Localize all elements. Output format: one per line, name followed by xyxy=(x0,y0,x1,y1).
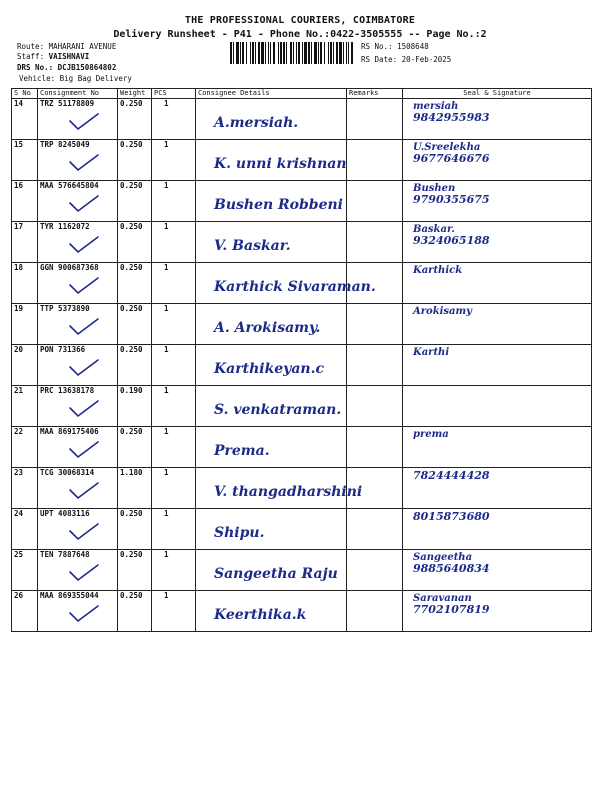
tick-mark-icon xyxy=(68,398,100,418)
remarks-cell xyxy=(347,550,403,591)
weight-cell: 0.250 xyxy=(118,99,152,140)
rs-no-value: 1508648 xyxy=(397,42,429,51)
seal-signature xyxy=(413,347,449,358)
rs-no-line xyxy=(361,43,429,51)
pcs-cell: 1 xyxy=(152,263,196,304)
consignment-cell: MAA 869175406 xyxy=(38,427,118,468)
route-value: MAHARANI AVENUE xyxy=(48,42,117,51)
staff-label: Staff: xyxy=(17,52,45,61)
seal-cell xyxy=(403,427,592,468)
pcs-cell: 1 xyxy=(152,468,196,509)
weight-cell: 0.250 xyxy=(118,591,152,632)
staff-value: VAISHNAVI xyxy=(48,52,90,61)
remarks-cell xyxy=(347,345,403,386)
sno-cell: 21 xyxy=(12,386,38,427)
consignee-cell xyxy=(196,99,347,140)
seal-cell xyxy=(403,591,592,632)
tick-mark-icon xyxy=(68,357,100,377)
table-row xyxy=(12,99,592,140)
signer-name: Baskar. xyxy=(413,224,455,235)
route-line xyxy=(17,43,116,51)
signer-name: prema xyxy=(413,429,449,440)
signer-phone: 9842955983 xyxy=(413,111,490,124)
drs-label: DRS No.: xyxy=(17,63,54,72)
seal-cell xyxy=(403,99,592,140)
seal-cell xyxy=(403,140,592,181)
sno-cell: 19 xyxy=(12,304,38,345)
sno-cell: 23 xyxy=(12,468,38,509)
pcs-cell: 1 xyxy=(152,181,196,222)
pcs-cell: 1 xyxy=(152,591,196,632)
sno-cell: 18 xyxy=(12,263,38,304)
consignment-cell: PRC 13638178 xyxy=(38,386,118,427)
consignment-cell: TRZ 51178809 xyxy=(38,99,118,140)
consignment-cell: MAA 576645804 xyxy=(38,181,118,222)
pcs-cell: 1 xyxy=(152,304,196,345)
consignee-cell xyxy=(196,222,347,263)
col-header-remarks: Remarks xyxy=(347,89,403,99)
consignee-signature-name: Bushen Robbeni xyxy=(214,197,343,213)
consignee-signature-name: Karthikeyan.c xyxy=(214,361,324,377)
seal-signature xyxy=(413,183,490,206)
signer-name: U.Sreelekha xyxy=(413,142,481,153)
tick-mark-icon xyxy=(68,193,100,213)
seal-signature xyxy=(413,470,490,482)
sno-cell: 17 xyxy=(12,222,38,263)
route-label: Route: xyxy=(17,42,45,51)
sno-cell: 15 xyxy=(12,140,38,181)
seal-signature xyxy=(413,306,472,317)
pcs-cell: 1 xyxy=(152,345,196,386)
table-row xyxy=(12,222,592,263)
remarks-cell xyxy=(347,140,403,181)
table-row xyxy=(12,550,592,591)
consignee-cell xyxy=(196,181,347,222)
tick-mark-icon xyxy=(68,562,100,582)
drs-line xyxy=(17,64,116,72)
seal-cell xyxy=(403,222,592,263)
col-header-pcs: PCS xyxy=(152,89,196,99)
consignee-cell xyxy=(196,427,347,468)
weight-cell: 0.250 xyxy=(118,304,152,345)
vehicle-value: Big Bag Delivery xyxy=(59,74,132,83)
rs-date-label: RS Date: xyxy=(361,55,398,64)
seal-signature xyxy=(413,552,490,575)
pcs-cell: 1 xyxy=(152,427,196,468)
signer-name: Bushen xyxy=(413,183,456,194)
weight-cell: 0.250 xyxy=(118,263,152,304)
tick-mark-icon xyxy=(68,275,100,295)
seal-cell xyxy=(403,304,592,345)
signer-name: Karthick xyxy=(413,265,463,276)
table-row xyxy=(12,509,592,550)
seal-cell xyxy=(403,468,592,509)
consignment-cell: MAA 869355044 xyxy=(38,591,118,632)
col-header-consignment: Consignment No xyxy=(38,89,118,99)
seal-cell xyxy=(403,345,592,386)
tick-mark-icon xyxy=(68,439,100,459)
pcs-cell: 1 xyxy=(152,386,196,427)
seal-signature xyxy=(413,142,490,165)
seal-cell xyxy=(403,181,592,222)
weight-cell: 1.180 xyxy=(118,468,152,509)
weight-cell: 0.250 xyxy=(118,345,152,386)
consignee-cell xyxy=(196,263,376,304)
drs-value: DCJB150864802 xyxy=(57,63,117,72)
consignee-signature-name: Prema. xyxy=(214,443,270,459)
signer-phone: 9885640834 xyxy=(413,562,490,575)
tick-mark-icon xyxy=(68,316,100,336)
remarks-cell xyxy=(347,222,403,263)
pcs-cell: 1 xyxy=(152,222,196,263)
signer-phone: 9324065188 xyxy=(413,234,490,247)
table-row xyxy=(12,345,592,386)
remarks-cell xyxy=(347,591,403,632)
rs-date-value: 20-Feb-2025 xyxy=(401,55,452,64)
col-header-weight: Weight xyxy=(118,89,152,99)
consignee-signature-name: A. Arokisamy. xyxy=(214,320,321,336)
barcode xyxy=(230,42,354,64)
signer-name: Saravanan xyxy=(413,593,472,604)
consignment-cell: TYR 1162072 xyxy=(38,222,118,263)
consignee-cell xyxy=(196,386,347,427)
remarks-cell xyxy=(347,99,403,140)
consignee-signature-name: Karthick Sivaraman. xyxy=(214,279,376,295)
weight-cell: 0.250 xyxy=(118,509,152,550)
table-header-row xyxy=(12,89,592,99)
remarks-cell xyxy=(347,468,403,509)
consignee-cell xyxy=(196,591,347,632)
tick-mark-icon xyxy=(68,521,100,541)
sno-cell: 14 xyxy=(12,99,38,140)
sno-cell: 22 xyxy=(12,427,38,468)
runsheet-table xyxy=(11,88,592,632)
rs-date-line xyxy=(361,56,451,64)
consignee-signature-name: A.mersiah. xyxy=(214,115,299,131)
consignee-signature-name: K. unni krishnan xyxy=(214,156,347,172)
consignee-cell xyxy=(196,509,347,550)
sheet-subtitle: Delivery Runsheet - P41 - Phone No.:0422-3505555 -- Page No.:2 xyxy=(113,29,487,40)
consignee-cell xyxy=(196,345,347,386)
signer-name: mersiah xyxy=(413,101,459,112)
pcs-cell: 1 xyxy=(152,550,196,591)
consignee-signature-name: Shipu. xyxy=(214,525,265,541)
vehicle-line xyxy=(19,75,132,83)
sno-cell: 20 xyxy=(12,345,38,386)
consignment-cell: UPT 4083116 xyxy=(38,509,118,550)
consignment-cell: TRP 8245049 xyxy=(38,140,118,181)
remarks-cell xyxy=(347,181,403,222)
seal-signature xyxy=(413,101,490,124)
consignee-cell xyxy=(196,550,347,591)
seal-signature xyxy=(413,593,490,616)
signer-phone: 9790355675 xyxy=(413,193,490,206)
pcs-cell: 1 xyxy=(152,509,196,550)
weight-cell: 0.250 xyxy=(118,222,152,263)
table-row xyxy=(12,140,592,181)
consignment-cell: TCG 30068314 xyxy=(38,468,118,509)
pcs-cell: 1 xyxy=(152,99,196,140)
remarks-cell xyxy=(347,509,403,550)
consignee-cell xyxy=(196,140,347,181)
seal-cell xyxy=(403,550,592,591)
remarks-cell xyxy=(347,304,403,345)
tick-mark-icon xyxy=(68,480,100,500)
signer-phone: 7824444428 xyxy=(413,469,490,482)
col-header-seal: Seal & Signature xyxy=(403,89,592,99)
consignment-cell: PON 731366 xyxy=(38,345,118,386)
col-header-consignee: Consignee Details xyxy=(196,89,347,99)
table-row xyxy=(12,427,592,468)
sno-cell: 16 xyxy=(12,181,38,222)
col-header-sno: S No xyxy=(12,89,38,99)
weight-cell: 0.250 xyxy=(118,181,152,222)
pcs-cell: 1 xyxy=(152,140,196,181)
seal-signature xyxy=(413,511,490,523)
table-row xyxy=(12,386,592,427)
seal-signature xyxy=(413,265,462,276)
seal-cell xyxy=(403,386,592,427)
consignment-cell: TTP 5373890 xyxy=(38,304,118,345)
signer-phone: 9677646676 xyxy=(413,152,490,165)
sheet-title: THE PROFESSIONAL COURIERS, COIMBATORE xyxy=(184,15,416,26)
seal-cell xyxy=(403,509,592,550)
staff-line xyxy=(17,53,89,61)
seal-signature xyxy=(413,224,490,247)
table-row xyxy=(12,263,592,304)
consignee-signature-name: Keerthika.k xyxy=(214,607,307,623)
weight-cell: 0.250 xyxy=(118,140,152,181)
tick-mark-icon xyxy=(68,234,100,254)
signer-name: Karthi xyxy=(413,347,450,358)
sno-cell: 24 xyxy=(12,509,38,550)
consignment-cell: GGN 900687368 xyxy=(38,263,118,304)
consignee-signature-name: V. thangadharshini xyxy=(214,484,363,500)
table-row xyxy=(12,591,592,632)
remarks-cell xyxy=(347,427,403,468)
signer-name: Sangeetha xyxy=(413,552,473,563)
consignee-cell xyxy=(196,304,347,345)
consignee-cell xyxy=(196,468,363,509)
consignee-signature-name: Sangeetha Raju xyxy=(214,566,338,582)
weight-cell: 0.250 xyxy=(118,427,152,468)
remarks-cell xyxy=(347,386,403,427)
tick-mark-icon xyxy=(68,152,100,172)
sno-cell: 26 xyxy=(12,591,38,632)
table-row xyxy=(12,468,592,509)
sno-cell: 25 xyxy=(12,550,38,591)
seal-signature xyxy=(413,429,449,440)
weight-cell: 0.190 xyxy=(118,386,152,427)
remarks-cell xyxy=(347,263,403,304)
consignment-cell: TEN 7887648 xyxy=(38,550,118,591)
weight-cell: 0.250 xyxy=(118,550,152,591)
table-row xyxy=(12,181,592,222)
consignee-signature-name: S. venkatraman. xyxy=(214,402,342,418)
signer-phone: 8015873680 xyxy=(413,510,490,523)
tick-mark-icon xyxy=(68,603,100,623)
signer-phone: 7702107819 xyxy=(413,603,490,616)
rs-no-label: RS No.: xyxy=(361,42,393,51)
seal-cell xyxy=(403,263,592,304)
consignee-signature-name: V. Baskar. xyxy=(214,238,291,254)
signer-name: Arokisamy xyxy=(413,306,472,317)
vehicle-label: Vehicle: xyxy=(19,74,56,83)
tick-mark-icon xyxy=(68,111,100,131)
table-row xyxy=(12,304,592,345)
